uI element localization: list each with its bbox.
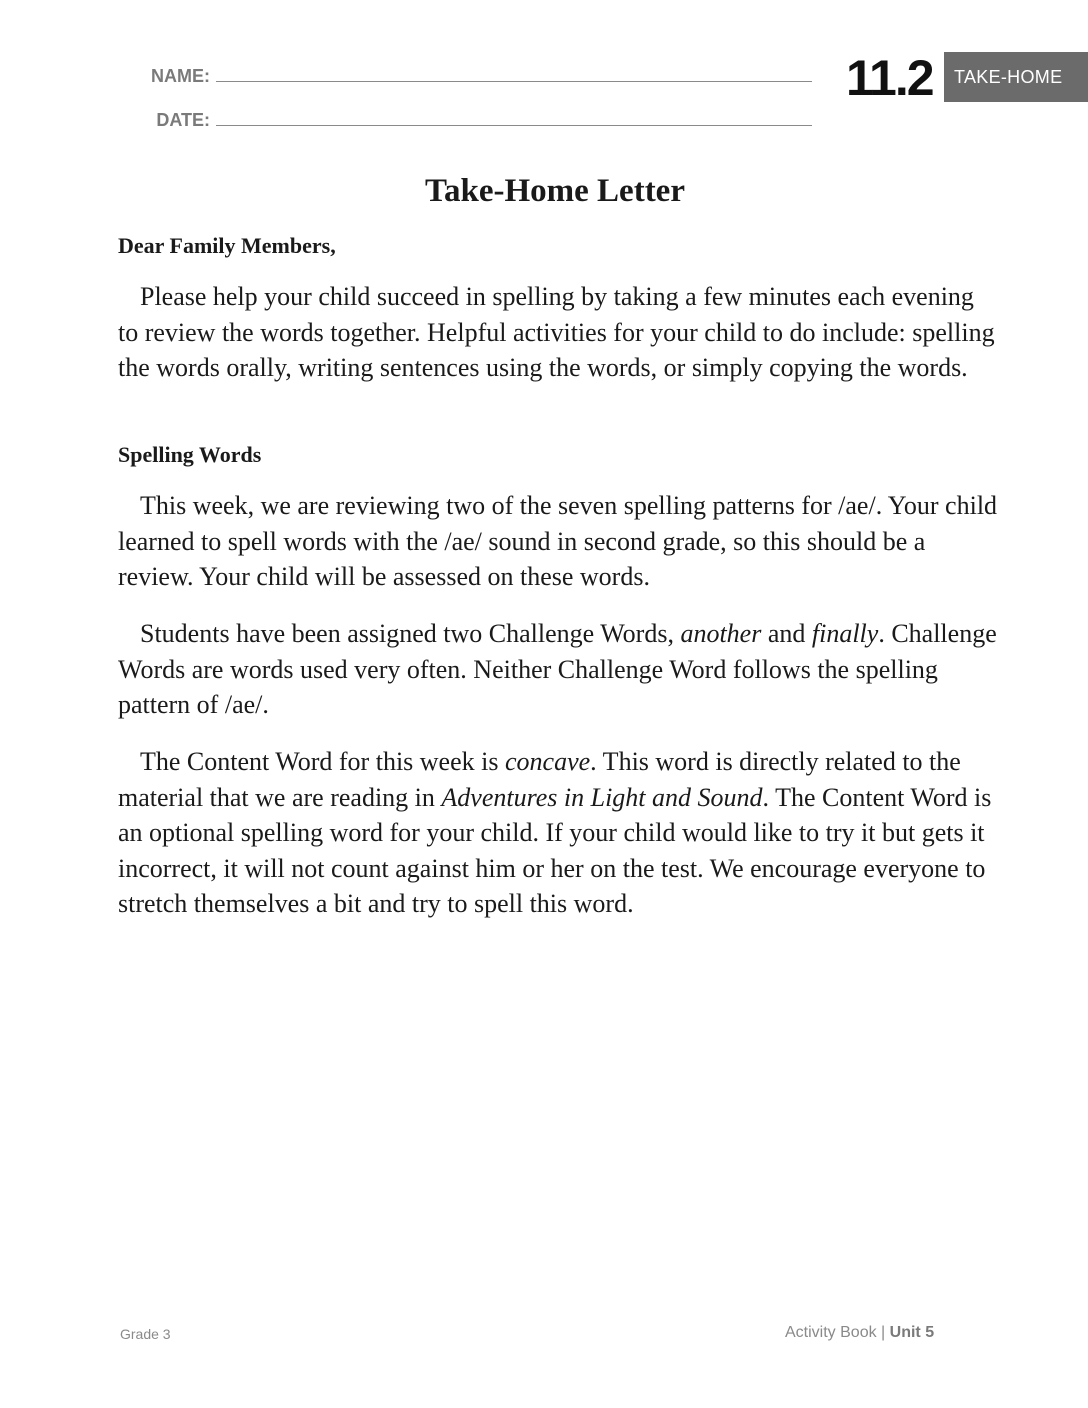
date-label: DATE:	[156, 110, 210, 130]
paragraph-3-text-3: . Challenge Words are words used very often. Neither Challenge Word follows the spelling pattern of /ae/.	[118, 619, 997, 719]
footer-separator: |	[881, 1324, 886, 1341]
spelling-words-heading: Spelling Words	[118, 442, 262, 467]
footer-unit: Unit 5	[889, 1324, 935, 1341]
page-title: Take-Home Letter	[425, 173, 685, 209]
paragraph-4-text-2: . This word is directly related to the material that we are reading in	[118, 747, 961, 812]
book-title: Adventures in Light and Sound	[441, 782, 763, 812]
paragraph-3-text-1: Students have been assigned two Challenge Words,	[140, 619, 681, 648]
challenge-word-finally: finally	[811, 619, 879, 648]
content-word-concave: concave	[504, 747, 591, 776]
paragraph-4-text-1: The Content Word for this week is	[140, 747, 505, 776]
paragraph-1: Please help your child succeed in spelling by taking a few minutes each evening to review the words together. Helpful activities for your child to do include: spelling the words orally, writing sentences using the words, or simply copying the words.	[118, 282, 995, 382]
footer-book-unit	[785, 1324, 934, 1342]
name-label: NAME:	[151, 66, 210, 86]
name-field	[118, 66, 812, 86]
paragraph-2: This week, we are reviewing two of the seven spelling patterns for /ae/. Your child learned to spell words with the /ae/ sound in second grade, so this should be a review. Your child will be assessed on these words.	[118, 491, 998, 591]
date-line[interactable]	[216, 125, 812, 126]
paragraph-4-text-3: . The Content Word is an optional spelling word for your child. If your child would like to try it but gets it incorrect, it will not count against him or her on the test. We encourage everyone to stretch themselves a bit and try to spell this word.	[118, 782, 992, 918]
footer-grade: Grade 3	[120, 1326, 171, 1342]
lesson-number: 11.2	[846, 50, 933, 106]
salutation: Dear Family Members,	[118, 233, 336, 258]
footer-book: Activity Book	[785, 1324, 877, 1341]
paragraph-4	[118, 744, 998, 922]
paragraph-3	[118, 616, 998, 723]
paragraph-3-text-2: and	[761, 619, 812, 648]
name-line[interactable]	[216, 81, 812, 82]
date-field	[118, 110, 812, 130]
challenge-word-another: another	[680, 619, 762, 648]
take-home-tag: TAKE-HOME	[944, 52, 1088, 102]
